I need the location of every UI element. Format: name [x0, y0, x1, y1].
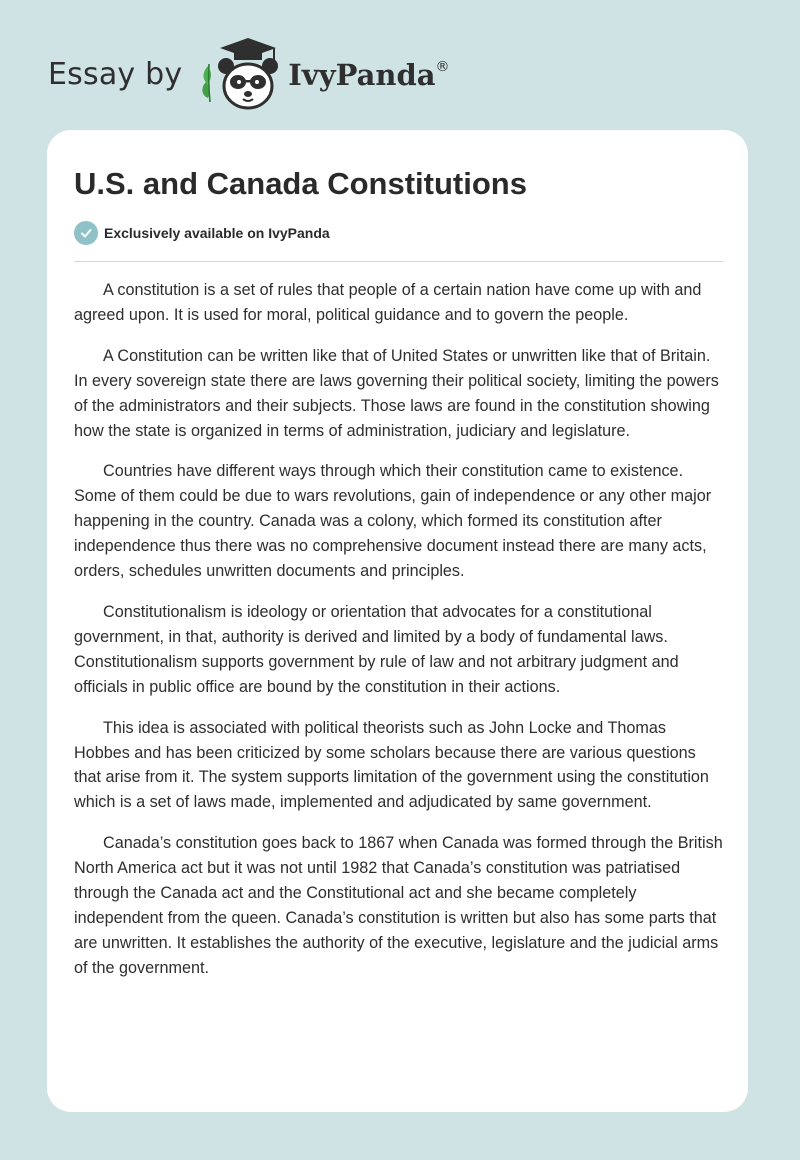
brand-name[interactable]: [288, 58, 449, 92]
page-title: U.S. and Canada Constitutions: [74, 166, 527, 201]
paragraph: Constitutionalism is ideology or orientation that advocates for a constitutional government, in that, authority is derived and limited by a body of fundamental laws. Constitutionalism supports government by rule of law and not arbitrary judgment and officials in public office are bound by the constitution in their actions.: [74, 602, 679, 696]
essay-card: [47, 130, 748, 1112]
paragraph: A Constitution can be written like that of United States or unwritten like that of Britain. In every sovereign state there are laws governing their political society, limiting the powers of the administrators and their subjects. Those laws are found in the constitution showing how the state is organized in terms of administration, judiciary and legislature.: [74, 346, 719, 440]
badge-label: Exclusively available on IvyPanda: [104, 225, 330, 241]
panda-graduation-cap-icon[interactable]: [196, 36, 286, 112]
brand-text: IvyPanda: [288, 58, 436, 92]
registered-mark: ®: [435, 59, 450, 75]
essay-by-label: Essay by: [48, 56, 183, 92]
exclusive-badge: [74, 221, 330, 245]
paragraph: This idea is associated with political theorists such as John Locke and Thomas Hobbes and has been criticized by some scholars because there are various questions that arise from it. The system supports limitation of the government using the constitution which is a set of laws made, implemented and adjudicated by same government.: [74, 718, 709, 812]
paragraph: Countries have different ways through which their constitution came to existence. Some of them could be due to wars revolutions, gain of independence or any other major happening in the country. Canada was a colony, which formed its constitution after independence thus there was no comprehensive document instead there are many acts, orders, schedules unwritten documents and principles.: [74, 462, 712, 581]
paragraph: A constitution is a set of rules that people of a certain nation have come up with and agreed upon. It is used for moral, political guidance and to govern the people.: [74, 281, 702, 324]
paragraph: Canada’s constitution goes back to 1867 when Canada was formed through the British North America act but it was not until 1982 that Canada’s constitution was patriatised through the Canada act and the Constitutional act and she became completely independent from the queen. Canada’s constitution is written but also has some parts that are unwritten. It establishes the authority of the executive, legislature and the judicial arms of the government.: [74, 834, 723, 977]
divider: [74, 261, 723, 262]
checkmark-icon: [74, 221, 98, 245]
essay-body: [74, 278, 725, 997]
site-header: [48, 36, 450, 112]
